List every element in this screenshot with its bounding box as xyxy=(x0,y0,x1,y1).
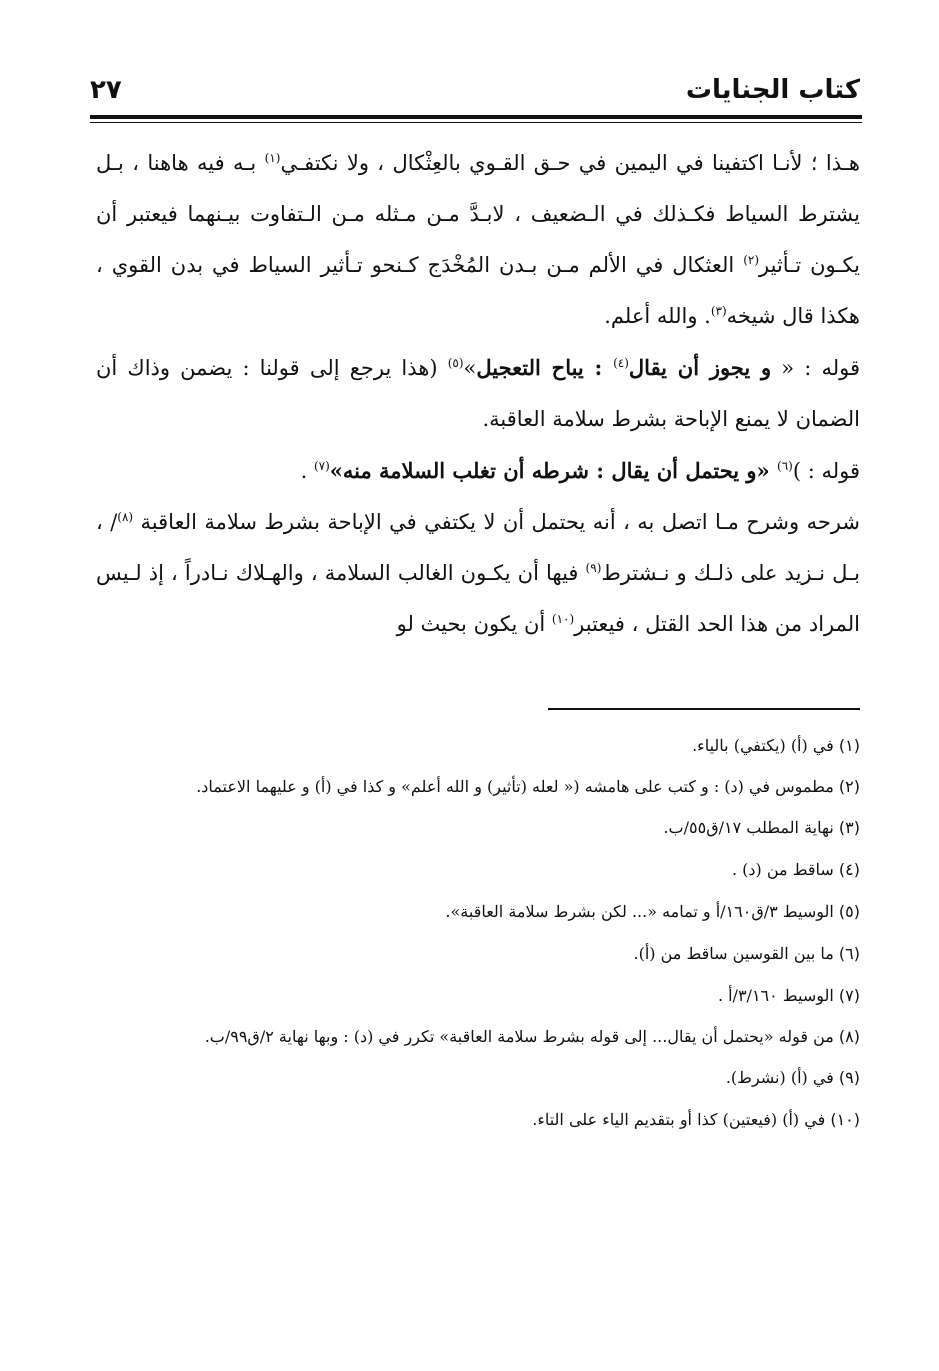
paragraph-2 xyxy=(96,342,860,445)
footnote-text: نهاية المطلب ١٧/ق٥٥/ب. xyxy=(663,818,839,837)
footnote-2 xyxy=(100,767,860,807)
footnote-10 xyxy=(100,1099,860,1141)
footnote-text: في (أ) (نشرط). xyxy=(725,1068,839,1087)
text-run: شرحه وشرح مـا اتصل به ، أنه يحتمل أن لا يكتفي في الإباحة بشرط سلامة العاقبة xyxy=(133,510,860,534)
footnote-ref-8[interactable]: (٨) xyxy=(117,510,134,524)
footnotes xyxy=(100,725,860,1141)
text-run: أن يكون بحيث لو xyxy=(396,612,552,636)
footnote-text: في (أ) (فيعتين) كذا أو بتقديم الياء على التاء. xyxy=(532,1110,831,1129)
footnote-8 xyxy=(100,1017,860,1057)
footnote-number: (٩) xyxy=(838,1068,860,1087)
footnote-text: الوسيط ٣/١٦٠/أ . xyxy=(717,986,839,1005)
footnote-6 xyxy=(100,933,860,975)
footnote-ref-2[interactable]: (٢) xyxy=(743,253,760,267)
footnote-number: (٤) xyxy=(838,860,860,879)
footnote-number: (٢) xyxy=(838,777,860,796)
footnote-number: (٥) xyxy=(838,902,860,921)
page-number: ٢٧ xyxy=(90,75,122,105)
footnote-ref-4[interactable]: (٤) xyxy=(613,356,629,370)
footnote-1 xyxy=(100,725,860,767)
main-text xyxy=(96,138,860,650)
text-run: قوله : « xyxy=(771,356,860,380)
text-run: / ، بـل نـزيد على ذلـك و نـشترط xyxy=(96,510,860,585)
footnote-7 xyxy=(100,975,860,1017)
footnote-text: الوسيط ٣/ق١٦٠/أ و تمامه «... لكن بشرط سلامة العاقبة». xyxy=(445,902,839,921)
text-run: بـه فيه هاهنا ، بـل يشترط السياط فكـذلك في الـضعيف ، لابـدَّ مـن مـثله مـن الـتفاوت بيـنهما فيعتبر أن يكـون تـأثير xyxy=(96,151,860,277)
header-rule-thin xyxy=(90,122,862,123)
footnote-text: في (أ) (يكتفي) بالياء. xyxy=(692,736,839,755)
text-run: » xyxy=(463,356,477,380)
footnote-ref-3[interactable]: (٣) xyxy=(710,304,727,318)
quoted-text-bold: و يجوز أن يقال xyxy=(628,355,772,380)
footnote-ref-10[interactable]: (١٠) xyxy=(551,612,575,626)
text-run: قوله : ) xyxy=(792,459,860,483)
footnote-3 xyxy=(100,807,860,849)
footnote-ref-7[interactable]: (٧) xyxy=(313,459,330,473)
page-header xyxy=(90,70,860,114)
footnote-number: (١) xyxy=(838,736,860,755)
footnote-number: (٦) xyxy=(838,944,860,963)
footnote-text: مطموس في (د) : و كتب على هامشه (« لعله (تأثير) و الله أعلم» و كذا في (أ) و عليهما الاعتماد. xyxy=(196,777,839,796)
footnote-number: (١٠) xyxy=(830,1110,860,1129)
footnote-9 xyxy=(100,1057,860,1099)
text-run: فيها أن يكـون الغالب السلامة ، والهـلاك نـادراً ، إذ لـيس المراد من هذا الحد القتل ، فيعتبر xyxy=(96,561,860,636)
footnote-4 xyxy=(100,849,860,891)
paragraph-3 xyxy=(96,445,860,497)
header-rule-thick xyxy=(90,115,862,119)
footnote-number: (٨) xyxy=(838,1027,860,1046)
footnote-5 xyxy=(100,891,860,933)
paragraph-4 xyxy=(96,497,860,650)
text-run: . xyxy=(300,459,314,483)
text-run: . والله أعلم. xyxy=(604,304,711,328)
footnote-number: (٣) xyxy=(838,818,860,837)
quoted-text-bold: «و يحتمل أن يقال : شرطه أن تغلب السلامة منه» xyxy=(329,458,777,483)
footnote-number: (٧) xyxy=(838,986,860,1005)
footnote-text: ساقط من (د) . xyxy=(732,860,839,879)
text-run: هـذا ؛ لأنـا اكتفينا في اليمين في حـق القـوي بالعِثْكال ، ولا نكتفـي xyxy=(280,151,860,175)
footnote-text: من قوله «يحتمل أن يقال... إلى قوله بشرط سلامة العاقبة» تكرر في (د) : وبها نهاية ٢/ق٩٩/ب. xyxy=(204,1027,839,1046)
footnote-ref-6[interactable]: (٦) xyxy=(777,459,793,473)
quoted-text-bold: : يباح التعجيل xyxy=(476,355,614,380)
footnote-ref-5[interactable]: (٥) xyxy=(447,356,464,370)
footnote-ref-9[interactable]: (٩) xyxy=(585,561,602,575)
footnote-ref-1[interactable]: (١) xyxy=(264,151,281,165)
chapter-title: كتاب الجنايات xyxy=(685,75,860,105)
paragraph-1 xyxy=(96,138,860,342)
footnote-divider xyxy=(548,708,860,710)
text-run: (هذا يرجع إلى قولنا : يضمن وذاك أن الضمان لا يمنع الإباحة بشرط سلامة العاقبة. xyxy=(96,356,860,431)
text-run: العثكال في الألم مـن بـدن المُخْدَج كـنحو تـأثير السياط في بدن القوي ، هكذا قال شيخه xyxy=(96,253,860,328)
footnote-text: ما بين القوسين ساقط من (أ). xyxy=(633,944,839,963)
